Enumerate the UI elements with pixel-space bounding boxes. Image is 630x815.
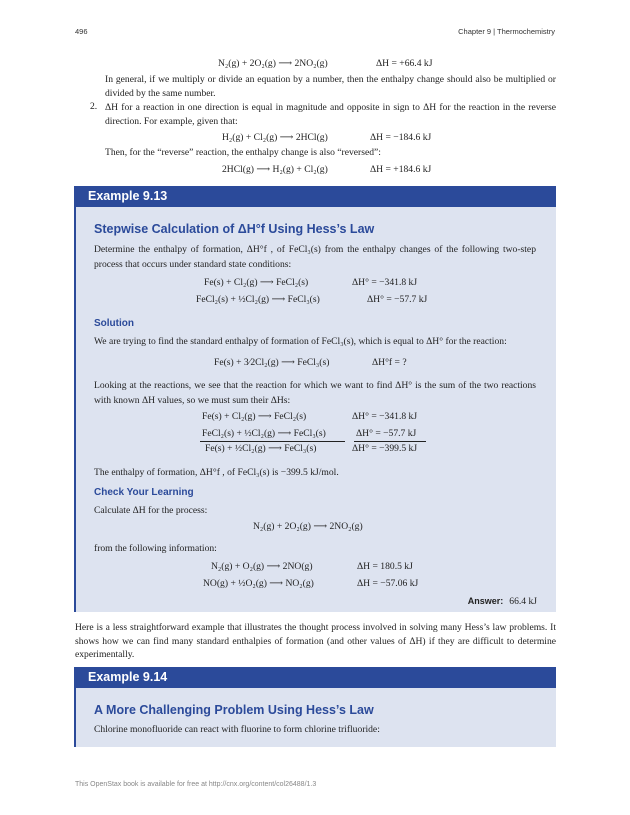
example-title: Stepwise Calculation of ΔH°f Using Hess’s Law (94, 222, 375, 236)
enthalpy-value: ΔH° = −57.7 kJ (356, 428, 417, 439)
paragraph-hess-intro: Here is a less straightforward example that illustrates the thought process involved in solving many Hess’s law problems. It shows how we can find many standard enthalpies of formation (and other values of ΔH) if they are difficult to determine experimentally. (75, 622, 556, 660)
looking-text: Looking at the reactions, we see that the reaction for which we want to find ΔH° is the sum of the two reactions with known ΔH values, so we must sum their ΔHs: (94, 380, 536, 406)
enthalpy-value: ΔH = +66.4 kJ (376, 58, 433, 69)
equation-sum1 (202, 411, 418, 422)
from-info-text: from the following information: (94, 543, 217, 554)
example-title: A More Challenging Problem Using Hess’s Law (94, 703, 374, 717)
enthalpy-value: ΔH° = −341.8 kJ (352, 277, 418, 288)
enthalpy-value: ΔH° = −341.8 kJ (352, 411, 418, 422)
equation-step2 (196, 294, 428, 305)
equation-no2 (218, 58, 433, 69)
equation-text: H₂(g) + Cl₂(g) ⟶ 2HCl(g) (222, 132, 328, 143)
equation-text: FeCl₂(s) + ½Cl₂(g) ⟶ FeCl₃(s) (202, 428, 326, 439)
page-number: 496 (75, 27, 88, 36)
example-question: Determine the enthalpy of formation, ΔH°f , of FeCl₃(s) from the enthalpy changes of the following two-step process that occurs under standard state conditions: (94, 244, 536, 270)
equation-hcl (222, 132, 432, 143)
equation-text: FeCl₂(s) + ½Cl₂(g) ⟶ FeCl₃(s) (196, 294, 320, 305)
enthalpy-value: ΔH = +184.6 kJ (370, 164, 432, 175)
equation-hcl-reverse (222, 164, 432, 175)
solution-heading: Solution (94, 318, 134, 329)
answer-label: Answer: (467, 596, 504, 606)
enthalpy-value: ΔH = −184.6 kJ (370, 132, 432, 143)
equation-text: Fe(s) + 3⁄2Cl₂(g) ⟶ FeCl₃(s) (214, 357, 330, 368)
equation-text: Fe(s) + Cl₂(g) ⟶ FeCl₂(s) (202, 411, 307, 422)
paragraph-multiply: In general, if we multiply or divide an equation by a number, then the enthalpy change should also be multiplied or divided by the same number. (105, 74, 556, 99)
enthalpy-value: ΔH = 180.5 kJ (357, 561, 413, 572)
sum-line-dh (354, 441, 426, 442)
equation-sum2 (202, 428, 417, 439)
solution-text: We are trying to find the standard enthalpy of formation of FeCl₃(s), which is equal to ΔH° for the reaction: (94, 336, 507, 347)
paragraph-reverse: ΔH for a reaction in one direction is equal in magnitude and opposite in sign to ΔH for the reaction in the reverse direction. For example, given that: (105, 102, 556, 127)
equation-info1 (211, 561, 413, 572)
equation-check (253, 521, 363, 532)
check-heading: Check Your Learning (94, 487, 194, 498)
equation-step1 (204, 277, 418, 288)
enthalpy-value: ΔH = −57.06 kJ (357, 578, 419, 589)
example-label-bar: Example 9.13 (74, 186, 556, 207)
equation-text: N₂(g) + 2O₂(g) ⟶ 2NO₂(g) (218, 58, 328, 69)
chapter-title: Chapter 9 | Thermochemistry (458, 27, 555, 36)
sum-line (200, 441, 345, 442)
equation-text: N₂(g) + 2O₂(g) ⟶ 2NO₂(g) (253, 521, 363, 532)
list-number: 2. (90, 101, 98, 112)
equation-sum-result (205, 443, 418, 454)
answer-value: 66.4 kJ (509, 596, 537, 607)
equation-target (214, 357, 407, 368)
answer (468, 596, 537, 607)
equation-text: Fe(s) + ½Cl₂(g) ⟶ FeCl₃(s) (205, 443, 317, 454)
equation-text: N₂(g) + O₂(g) ⟶ 2NO(g) (211, 561, 313, 572)
paragraph-reversed: Then, for the “reverse” reaction, the enthalpy change is also “reversed”: (105, 147, 381, 158)
example-box (74, 688, 556, 747)
result-text: The enthalpy of formation, ΔH°f , of FeCl₃(s) is −399.5 kJ/mol. (94, 467, 339, 478)
footer: This OpenStax book is available for free at http://cnx.org/content/col26488/1.3 (75, 781, 317, 788)
check-text: Calculate ΔH for the process: (94, 505, 208, 516)
equation-text: 2HCl(g) ⟶ H₂(g) + Cl₂(g) (222, 164, 328, 175)
enthalpy-value: ΔH° = −399.5 kJ (352, 443, 418, 454)
equation-text: NO(g) + ½O₂(g) ⟶ NO₂(g) (203, 578, 314, 589)
equation-text: Fe(s) + Cl₂(g) ⟶ FeCl₂(s) (204, 277, 309, 288)
example-label-bar: Example 9.14 (74, 667, 556, 688)
enthalpy-value: ΔH° = −57.7 kJ (367, 294, 428, 305)
enthalpy-value: ΔH°f = ? (372, 357, 407, 368)
equation-info2 (203, 578, 419, 589)
example-text: Chlorine monofluoride can react with fluorine to form chlorine trifluoride: (94, 724, 380, 735)
